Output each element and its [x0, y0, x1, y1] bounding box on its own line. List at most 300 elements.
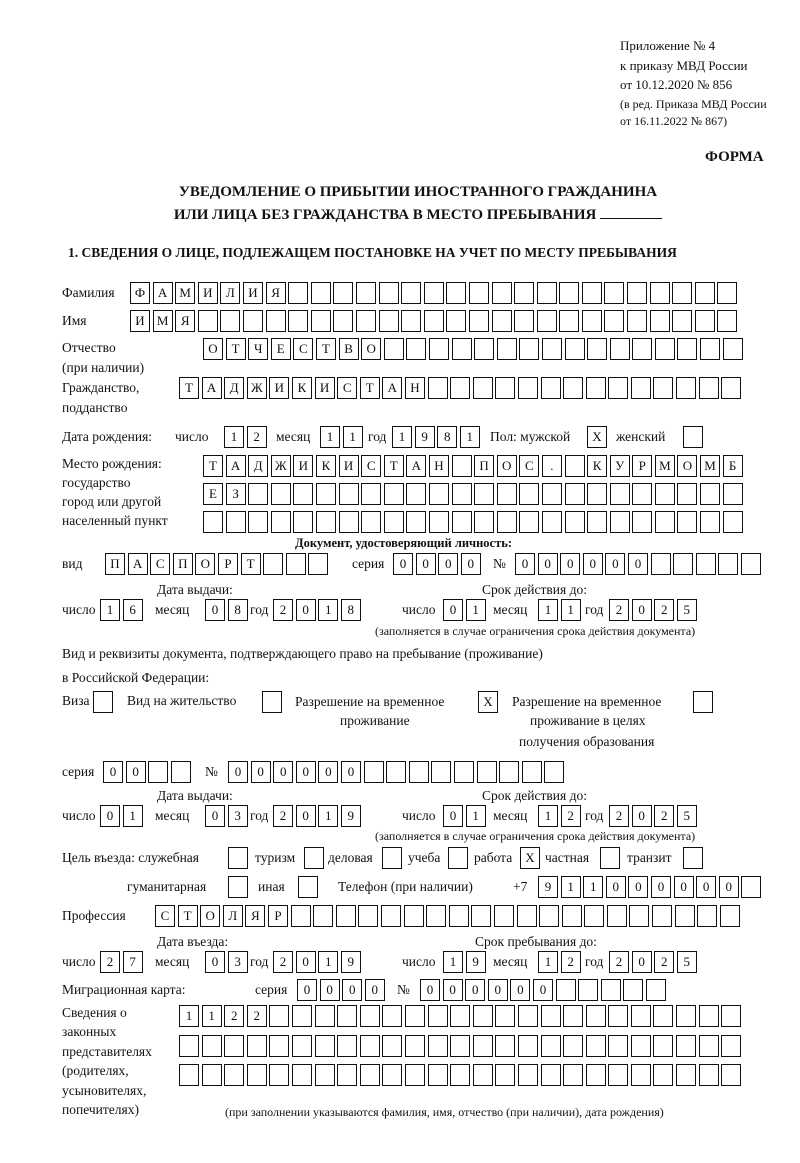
- char-cell[interactable]: [226, 511, 246, 533]
- char-cell[interactable]: [311, 310, 331, 332]
- char-cell[interactable]: [382, 1064, 402, 1086]
- char-cell[interactable]: 0: [126, 761, 146, 783]
- char-cell[interactable]: [148, 761, 168, 783]
- char-cell[interactable]: [604, 310, 624, 332]
- char-cell[interactable]: 0: [443, 805, 463, 827]
- char-cell[interactable]: У: [610, 455, 630, 477]
- char-cell[interactable]: [587, 511, 607, 533]
- sex-male-checkbox[interactable]: [587, 426, 610, 448]
- entry-month-field[interactable]: [205, 951, 250, 973]
- char-cell[interactable]: [271, 483, 291, 505]
- char-cell[interactable]: [741, 876, 761, 898]
- char-cell[interactable]: 0: [205, 805, 225, 827]
- char-cell[interactable]: Т: [241, 553, 261, 575]
- char-cell[interactable]: С: [519, 455, 539, 477]
- char-cell[interactable]: А: [382, 377, 402, 399]
- char-cell[interactable]: [474, 483, 494, 505]
- id-issue-year-field[interactable]: [273, 599, 363, 621]
- char-cell[interactable]: .: [542, 455, 562, 477]
- char-cell[interactable]: [518, 1035, 538, 1057]
- birth-day-field[interactable]: [224, 426, 269, 448]
- char-cell[interactable]: [699, 1064, 719, 1086]
- char-cell[interactable]: П: [474, 455, 494, 477]
- residence-checkbox[interactable]: [262, 691, 285, 713]
- char-cell[interactable]: 0: [461, 553, 481, 575]
- char-cell[interactable]: 9: [415, 426, 435, 448]
- char-cell[interactable]: [311, 282, 331, 304]
- char-cell[interactable]: [247, 1064, 267, 1086]
- char-cell[interactable]: [492, 282, 512, 304]
- char-cell[interactable]: [382, 1035, 402, 1057]
- char-cell[interactable]: [604, 282, 624, 304]
- char-cell[interactable]: [409, 761, 429, 783]
- char-cell[interactable]: [721, 377, 741, 399]
- char-cell[interactable]: [428, 1005, 448, 1027]
- char-cell[interactable]: [563, 377, 583, 399]
- char-cell[interactable]: [93, 691, 113, 713]
- char-cell[interactable]: [379, 310, 399, 332]
- char-cell[interactable]: 1: [100, 599, 120, 621]
- char-cell[interactable]: [333, 282, 353, 304]
- char-cell[interactable]: [384, 511, 404, 533]
- char-cell[interactable]: [401, 282, 421, 304]
- char-cell[interactable]: [676, 377, 696, 399]
- char-cell[interactable]: [541, 1035, 561, 1057]
- char-cell[interactable]: Е: [203, 483, 223, 505]
- char-cell[interactable]: 0: [465, 979, 485, 1001]
- birth-month-field[interactable]: [320, 426, 365, 448]
- birthplace-field-1[interactable]: [203, 455, 745, 477]
- reps-field-2[interactable]: [179, 1035, 744, 1057]
- char-cell[interactable]: 0: [533, 979, 553, 1001]
- char-cell[interactable]: [677, 338, 697, 360]
- char-cell[interactable]: [499, 761, 519, 783]
- char-cell[interactable]: 9: [341, 805, 361, 827]
- char-cell[interactable]: В: [339, 338, 359, 360]
- char-cell[interactable]: [559, 282, 579, 304]
- char-cell[interactable]: [717, 310, 737, 332]
- char-cell[interactable]: [473, 1064, 493, 1086]
- id-valid-year-field[interactable]: [609, 599, 699, 621]
- char-cell[interactable]: [474, 511, 494, 533]
- migration-series-field[interactable]: [297, 979, 387, 1001]
- char-cell[interactable]: О: [203, 338, 223, 360]
- char-cell[interactable]: [676, 1005, 696, 1027]
- char-cell[interactable]: [514, 282, 534, 304]
- char-cell[interactable]: [452, 338, 472, 360]
- char-cell[interactable]: [450, 1064, 470, 1086]
- temp-edu-checkbox[interactable]: [693, 691, 716, 713]
- char-cell[interactable]: [544, 761, 564, 783]
- char-cell[interactable]: 9: [466, 951, 486, 973]
- char-cell[interactable]: С: [293, 338, 313, 360]
- char-cell[interactable]: [563, 1005, 583, 1027]
- char-cell[interactable]: [565, 511, 585, 533]
- char-cell[interactable]: [718, 553, 738, 575]
- char-cell[interactable]: М: [175, 282, 195, 304]
- char-cell[interactable]: [315, 1064, 335, 1086]
- char-cell[interactable]: [315, 1005, 335, 1027]
- char-cell[interactable]: [406, 511, 426, 533]
- char-cell[interactable]: 2: [609, 599, 629, 621]
- char-cell[interactable]: [364, 761, 384, 783]
- char-cell[interactable]: К: [316, 455, 336, 477]
- char-cell[interactable]: [631, 1005, 651, 1027]
- char-cell[interactable]: 0: [318, 761, 338, 783]
- char-cell[interactable]: [518, 1064, 538, 1086]
- char-cell[interactable]: 1: [320, 426, 340, 448]
- char-cell[interactable]: [627, 310, 647, 332]
- char-cell[interactable]: [600, 847, 620, 869]
- char-cell[interactable]: 6: [123, 599, 143, 621]
- char-cell[interactable]: [473, 1035, 493, 1057]
- char-cell[interactable]: [473, 377, 493, 399]
- char-cell[interactable]: [292, 1035, 312, 1057]
- char-cell[interactable]: [655, 338, 675, 360]
- char-cell[interactable]: Ж: [271, 455, 291, 477]
- char-cell[interactable]: [446, 282, 466, 304]
- char-cell[interactable]: 0: [251, 761, 271, 783]
- char-cell[interactable]: 0: [296, 805, 316, 827]
- char-cell[interactable]: [379, 282, 399, 304]
- char-cell[interactable]: 2: [609, 951, 629, 973]
- char-cell[interactable]: [650, 310, 670, 332]
- char-cell[interactable]: 2: [609, 805, 629, 827]
- char-cell[interactable]: О: [361, 338, 381, 360]
- stay-month-field[interactable]: [538, 951, 583, 973]
- char-cell[interactable]: И: [339, 455, 359, 477]
- char-cell[interactable]: [469, 310, 489, 332]
- char-cell[interactable]: [562, 905, 582, 927]
- char-cell[interactable]: [672, 282, 692, 304]
- char-cell[interactable]: [337, 1005, 357, 1027]
- char-cell[interactable]: [288, 310, 308, 332]
- sex-female-checkbox[interactable]: [683, 426, 706, 448]
- char-cell[interactable]: [247, 1035, 267, 1057]
- char-cell[interactable]: [228, 876, 248, 898]
- char-cell[interactable]: И: [315, 377, 335, 399]
- char-cell[interactable]: 0: [632, 951, 652, 973]
- char-cell[interactable]: Л: [223, 905, 243, 927]
- char-cell[interactable]: [492, 310, 512, 332]
- purpose-humanitarian-checkbox[interactable]: [228, 876, 251, 898]
- id-valid-day-field[interactable]: [443, 599, 488, 621]
- char-cell[interactable]: Н: [429, 455, 449, 477]
- permit-series-field[interactable]: [103, 761, 193, 783]
- char-cell[interactable]: [721, 1005, 741, 1027]
- char-cell[interactable]: [700, 511, 720, 533]
- char-cell[interactable]: [266, 310, 286, 332]
- char-cell[interactable]: [676, 1064, 696, 1086]
- char-cell[interactable]: Ф: [130, 282, 150, 304]
- char-cell[interactable]: [683, 426, 703, 448]
- char-cell[interactable]: [653, 377, 673, 399]
- char-cell[interactable]: 3: [228, 951, 248, 973]
- permit-valid-year-field[interactable]: [609, 805, 699, 827]
- char-cell[interactable]: [717, 282, 737, 304]
- char-cell[interactable]: 2: [654, 951, 674, 973]
- id-kind-field[interactable]: [105, 553, 331, 575]
- char-cell[interactable]: [518, 377, 538, 399]
- char-cell[interactable]: [228, 847, 248, 869]
- char-cell[interactable]: [358, 905, 378, 927]
- char-cell[interactable]: Т: [316, 338, 336, 360]
- char-cell[interactable]: [220, 310, 240, 332]
- char-cell[interactable]: [697, 905, 717, 927]
- char-cell[interactable]: 2: [100, 951, 120, 973]
- char-cell[interactable]: 0: [342, 979, 362, 1001]
- char-cell[interactable]: 1: [318, 805, 338, 827]
- char-cell[interactable]: 1: [466, 599, 486, 621]
- char-cell[interactable]: [655, 483, 675, 505]
- char-cell[interactable]: 0: [296, 761, 316, 783]
- char-cell[interactable]: [426, 905, 446, 927]
- char-cell[interactable]: [224, 1035, 244, 1057]
- char-cell[interactable]: 0: [628, 876, 648, 898]
- char-cell[interactable]: 2: [654, 805, 674, 827]
- char-cell[interactable]: [542, 338, 562, 360]
- char-cell[interactable]: [586, 1064, 606, 1086]
- char-cell[interactable]: [361, 511, 381, 533]
- char-cell[interactable]: [495, 1035, 515, 1057]
- char-cell[interactable]: [721, 1064, 741, 1086]
- char-cell[interactable]: 0: [583, 553, 603, 575]
- char-cell[interactable]: 1: [538, 599, 558, 621]
- char-cell[interactable]: [587, 338, 607, 360]
- char-cell[interactable]: [424, 282, 444, 304]
- temp-residence-checkbox[interactable]: [478, 691, 501, 713]
- char-cell[interactable]: X: [587, 426, 607, 448]
- char-cell[interactable]: [224, 1064, 244, 1086]
- char-cell[interactable]: А: [153, 282, 173, 304]
- char-cell[interactable]: 8: [341, 599, 361, 621]
- permit-number-field[interactable]: [228, 761, 567, 783]
- char-cell[interactable]: 1: [460, 426, 480, 448]
- char-cell[interactable]: 1: [123, 805, 143, 827]
- char-cell[interactable]: [539, 905, 559, 927]
- char-cell[interactable]: 1: [224, 426, 244, 448]
- char-cell[interactable]: 0: [515, 553, 535, 575]
- char-cell[interactable]: 0: [228, 761, 248, 783]
- purpose-private-checkbox[interactable]: [600, 847, 623, 869]
- char-cell[interactable]: [563, 1035, 583, 1057]
- char-cell[interactable]: Ч: [248, 338, 268, 360]
- char-cell[interactable]: [243, 310, 263, 332]
- char-cell[interactable]: 1: [466, 805, 486, 827]
- char-cell[interactable]: [262, 691, 282, 713]
- char-cell[interactable]: [473, 1005, 493, 1027]
- char-cell[interactable]: [542, 483, 562, 505]
- char-cell[interactable]: [652, 905, 672, 927]
- char-cell[interactable]: О: [677, 455, 697, 477]
- char-cell[interactable]: [610, 483, 630, 505]
- char-cell[interactable]: 1: [443, 951, 463, 973]
- char-cell[interactable]: [198, 310, 218, 332]
- birthplace-field-3[interactable]: [203, 511, 745, 533]
- char-cell[interactable]: 0: [296, 599, 316, 621]
- purpose-official-checkbox[interactable]: [228, 847, 251, 869]
- char-cell[interactable]: [542, 511, 562, 533]
- char-cell[interactable]: 2: [654, 599, 674, 621]
- char-cell[interactable]: [537, 310, 557, 332]
- char-cell[interactable]: [471, 905, 491, 927]
- char-cell[interactable]: 1: [538, 805, 558, 827]
- char-cell[interactable]: [382, 1005, 402, 1027]
- char-cell[interactable]: [586, 1035, 606, 1057]
- char-cell[interactable]: А: [226, 455, 246, 477]
- char-cell[interactable]: [519, 511, 539, 533]
- char-cell[interactable]: [608, 1035, 628, 1057]
- char-cell[interactable]: П: [173, 553, 193, 575]
- char-cell[interactable]: [316, 511, 336, 533]
- char-cell[interactable]: [386, 761, 406, 783]
- char-cell[interactable]: Р: [218, 553, 238, 575]
- char-cell[interactable]: [293, 511, 313, 533]
- char-cell[interactable]: [404, 905, 424, 927]
- char-cell[interactable]: 2: [561, 951, 581, 973]
- purpose-tourism-checkbox[interactable]: [304, 847, 327, 869]
- char-cell[interactable]: 2: [273, 951, 293, 973]
- entry-day-field[interactable]: [100, 951, 145, 973]
- char-cell[interactable]: [269, 1064, 289, 1086]
- char-cell[interactable]: [537, 282, 557, 304]
- char-cell[interactable]: Е: [271, 338, 291, 360]
- char-cell[interactable]: [269, 1005, 289, 1027]
- char-cell[interactable]: 1: [202, 1005, 222, 1027]
- char-cell[interactable]: [337, 1064, 357, 1086]
- stay-year-field[interactable]: [609, 951, 699, 973]
- char-cell[interactable]: [601, 979, 621, 1001]
- char-cell[interactable]: [632, 511, 652, 533]
- char-cell[interactable]: [179, 1064, 199, 1086]
- char-cell[interactable]: П: [105, 553, 125, 575]
- char-cell[interactable]: [563, 1064, 583, 1086]
- char-cell[interactable]: [565, 483, 585, 505]
- char-cell[interactable]: М: [655, 455, 675, 477]
- char-cell[interactable]: [429, 511, 449, 533]
- char-cell[interactable]: [565, 455, 585, 477]
- char-cell[interactable]: [313, 905, 333, 927]
- char-cell[interactable]: [405, 1064, 425, 1086]
- char-cell[interactable]: 1: [318, 951, 338, 973]
- char-cell[interactable]: [316, 483, 336, 505]
- char-cell[interactable]: З: [226, 483, 246, 505]
- char-cell[interactable]: 0: [538, 553, 558, 575]
- char-cell[interactable]: [401, 310, 421, 332]
- name-field[interactable]: [130, 310, 740, 332]
- char-cell[interactable]: [631, 377, 651, 399]
- char-cell[interactable]: [356, 310, 376, 332]
- char-cell[interactable]: [610, 511, 630, 533]
- char-cell[interactable]: 0: [605, 553, 625, 575]
- char-cell[interactable]: [723, 483, 743, 505]
- char-cell[interactable]: 1: [343, 426, 363, 448]
- char-cell[interactable]: 0: [651, 876, 671, 898]
- char-cell[interactable]: [699, 377, 719, 399]
- char-cell[interactable]: Т: [226, 338, 246, 360]
- char-cell[interactable]: [608, 1005, 628, 1027]
- birth-year-field[interactable]: [392, 426, 482, 448]
- char-cell[interactable]: Т: [203, 455, 223, 477]
- char-cell[interactable]: [522, 761, 542, 783]
- char-cell[interactable]: 0: [443, 599, 463, 621]
- char-cell[interactable]: X: [478, 691, 498, 713]
- char-cell[interactable]: [428, 1064, 448, 1086]
- char-cell[interactable]: 0: [443, 979, 463, 1001]
- char-cell[interactable]: 0: [674, 876, 694, 898]
- char-cell[interactable]: 2: [224, 1005, 244, 1027]
- char-cell[interactable]: Р: [268, 905, 288, 927]
- char-cell[interactable]: 0: [560, 553, 580, 575]
- char-cell[interactable]: 1: [538, 951, 558, 973]
- char-cell[interactable]: Я: [245, 905, 265, 927]
- id-issue-day-field[interactable]: [100, 599, 145, 621]
- char-cell[interactable]: Т: [179, 377, 199, 399]
- char-cell[interactable]: [695, 282, 715, 304]
- permit-issue-month-field[interactable]: [205, 805, 250, 827]
- char-cell[interactable]: 0: [341, 761, 361, 783]
- char-cell[interactable]: [683, 847, 703, 869]
- char-cell[interactable]: И: [130, 310, 150, 332]
- char-cell[interactable]: 0: [438, 553, 458, 575]
- char-cell[interactable]: 0: [696, 876, 716, 898]
- char-cell[interactable]: А: [128, 553, 148, 575]
- purpose-work-checkbox[interactable]: [520, 847, 543, 869]
- char-cell[interactable]: 0: [628, 553, 648, 575]
- char-cell[interactable]: [608, 1064, 628, 1086]
- char-cell[interactable]: Л: [220, 282, 240, 304]
- permit-valid-month-field[interactable]: [538, 805, 583, 827]
- char-cell[interactable]: О: [195, 553, 215, 575]
- char-cell[interactable]: 0: [365, 979, 385, 1001]
- char-cell[interactable]: И: [269, 377, 289, 399]
- char-cell[interactable]: О: [497, 455, 517, 477]
- char-cell[interactable]: [676, 1035, 696, 1057]
- entry-year-field[interactable]: [273, 951, 363, 973]
- char-cell[interactable]: 0: [420, 979, 440, 1001]
- char-cell[interactable]: [677, 483, 697, 505]
- patronymic-field[interactable]: [203, 338, 745, 360]
- char-cell[interactable]: [293, 483, 313, 505]
- char-cell[interactable]: [518, 1005, 538, 1027]
- birthplace-field-2[interactable]: [203, 483, 745, 505]
- char-cell[interactable]: [650, 282, 670, 304]
- char-cell[interactable]: 0: [320, 979, 340, 1001]
- char-cell[interactable]: [646, 979, 666, 1001]
- char-cell[interactable]: 0: [416, 553, 436, 575]
- char-cell[interactable]: [384, 338, 404, 360]
- char-cell[interactable]: С: [150, 553, 170, 575]
- char-cell[interactable]: [291, 905, 311, 927]
- char-cell[interactable]: [339, 511, 359, 533]
- char-cell[interactable]: [450, 377, 470, 399]
- char-cell[interactable]: [429, 338, 449, 360]
- char-cell[interactable]: [632, 483, 652, 505]
- char-cell[interactable]: [406, 483, 426, 505]
- char-cell[interactable]: [700, 483, 720, 505]
- char-cell[interactable]: [607, 905, 627, 927]
- char-cell[interactable]: [339, 483, 359, 505]
- char-cell[interactable]: [452, 511, 472, 533]
- char-cell[interactable]: [424, 310, 444, 332]
- char-cell[interactable]: 2: [247, 1005, 267, 1027]
- char-cell[interactable]: X: [520, 847, 540, 869]
- char-cell[interactable]: [584, 905, 604, 927]
- char-cell[interactable]: [541, 1005, 561, 1027]
- id-series-field[interactable]: [393, 553, 483, 575]
- char-cell[interactable]: [610, 338, 630, 360]
- char-cell[interactable]: [700, 338, 720, 360]
